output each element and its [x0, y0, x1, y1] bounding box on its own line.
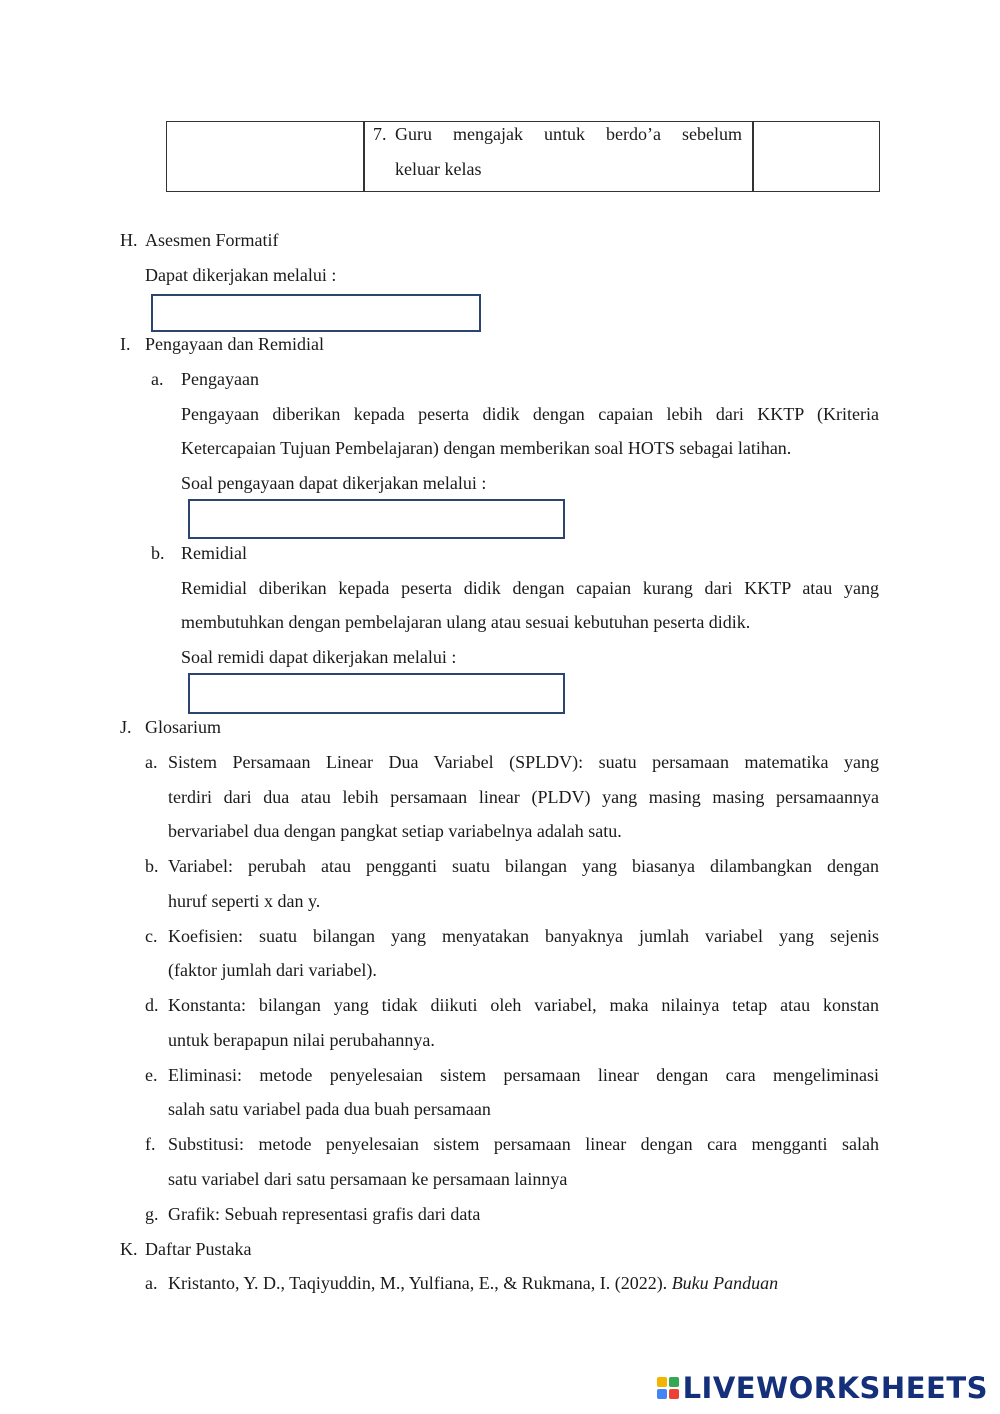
subsection-heading: Remidial: [181, 543, 247, 563]
glossary-item-text: Grafik: Sebuah representasi grafis dari data: [168, 1204, 481, 1224]
logo-tile: [657, 1389, 667, 1399]
subsection-heading: Pengayaan: [181, 369, 259, 389]
glossary-item-text: huruf seperti x dan y.: [168, 891, 321, 911]
paragraph: Dapat dikerjakan melalui :: [145, 265, 337, 285]
list-item-letter: f.: [145, 1134, 156, 1154]
subsection-letter: a.: [151, 369, 164, 389]
paragraph: Soal remidi dapat dikerjakan melalui :: [181, 647, 457, 667]
table-step-text: keluar kelas: [395, 159, 482, 179]
paragraph: Remidial diberikan kepada peserta didik dengan capaian kurang dari KKTP atau yang: [181, 578, 879, 598]
paragraph: Ketercapaian Tujuan Pembelajaran) dengan memberikan soal HOTS sebagai latihan.: [181, 438, 792, 458]
section-letter: J.: [120, 717, 132, 737]
glossary-item-text: satu variabel dari satu persamaan ke persamaan lainnya: [168, 1169, 568, 1189]
list-item-letter: c.: [145, 926, 158, 946]
table-step-number: 7.: [373, 124, 387, 144]
section-heading: Daftar Pustaka: [145, 1239, 252, 1259]
table-cell-left: [166, 121, 365, 192]
paragraph: Pengayaan diberikan kepada peserta didik dengan capaian lebih dari KKTP (Kriteria: [181, 404, 879, 424]
logo-tile: [657, 1377, 667, 1387]
table-step-text: Guru mengajak untuk berdo’a sebelum: [395, 124, 742, 144]
section-heading: Pengayaan dan Remidial: [145, 334, 324, 354]
reference-title: Buku Panduan: [671, 1273, 779, 1293]
logo-tile: [669, 1377, 679, 1387]
glossary-item-text: Substitusi: metode penyelesaian sistem persamaan linear dengan cara mengganti salah: [168, 1134, 879, 1154]
glossary-item-text: Variabel: perubah atau pengganti suatu bilangan yang biasanya dilambangkan dengan: [168, 856, 879, 876]
list-item-letter: b.: [145, 856, 159, 876]
list-item-letter: a.: [145, 1273, 158, 1293]
table-cell-right: [752, 121, 880, 192]
reference-entry: [168, 1271, 778, 1295]
liveworksheets-logo-icon: [657, 1377, 679, 1399]
section-heading: Asesmen Formatif: [145, 230, 279, 250]
glossary-item-text: Koefisien: suatu bilangan yang menyatakan banyaknya jumlah variabel yang sejenis: [168, 926, 879, 946]
reference-authors: Kristanto, Y. D., Taqiyuddin, M., Yulfiana, E., & Rukmana, I. (2022).: [168, 1273, 672, 1293]
list-item-letter: e.: [145, 1065, 158, 1085]
paragraph: Soal pengayaan dapat dikerjakan melalui :: [181, 473, 487, 493]
list-item-letter: a.: [145, 752, 158, 772]
formative-answer-input[interactable]: [151, 294, 481, 332]
paragraph: membutuhkan dengan pembelajaran ulang atau sesuai kebutuhan peserta didik.: [181, 612, 751, 632]
section-letter: H.: [120, 230, 138, 250]
glossary-item-text: untuk berapapun nilai perubahannya.: [168, 1030, 435, 1050]
logo-tile: [669, 1389, 679, 1399]
glossary-item-text: bervariabel dua dengan pangkat setiap variabelnya adalah satu.: [168, 821, 622, 841]
liveworksheets-logo: [657, 1372, 988, 1404]
section-letter: I.: [120, 334, 131, 354]
section-letter: K.: [120, 1239, 138, 1259]
glossary-item-text: Konstanta: bilangan yang tidak diikuti oleh variabel, maka nilainya tetap atau konstan: [168, 995, 879, 1015]
glossary-item-text: Sistem Persamaan Linear Dua Variabel (SPLDV): suatu persamaan matematika yang: [168, 752, 879, 772]
glossary-item-text: salah satu variabel pada dua buah persamaan: [168, 1099, 491, 1119]
subsection-letter: b.: [151, 543, 165, 563]
glossary-item-text: terdiri dari dua atau lebih persamaan linear (PLDV) yang masing masing persamaannya: [168, 787, 879, 807]
section-heading: Glosarium: [145, 717, 221, 737]
glossary-item-text: Eliminasi: metode penyelesaian sistem persamaan linear dengan cara mengeliminasi: [168, 1065, 879, 1085]
remedial-answer-input[interactable]: [188, 673, 565, 714]
list-item-letter: d.: [145, 995, 159, 1015]
liveworksheets-brand-text: LIVEWORKSHEETS: [682, 1371, 988, 1405]
glossary-item-text: (faktor jumlah dari variabel).: [168, 960, 377, 980]
enrichment-answer-input[interactable]: [188, 499, 565, 539]
list-item-letter: g.: [145, 1204, 159, 1224]
